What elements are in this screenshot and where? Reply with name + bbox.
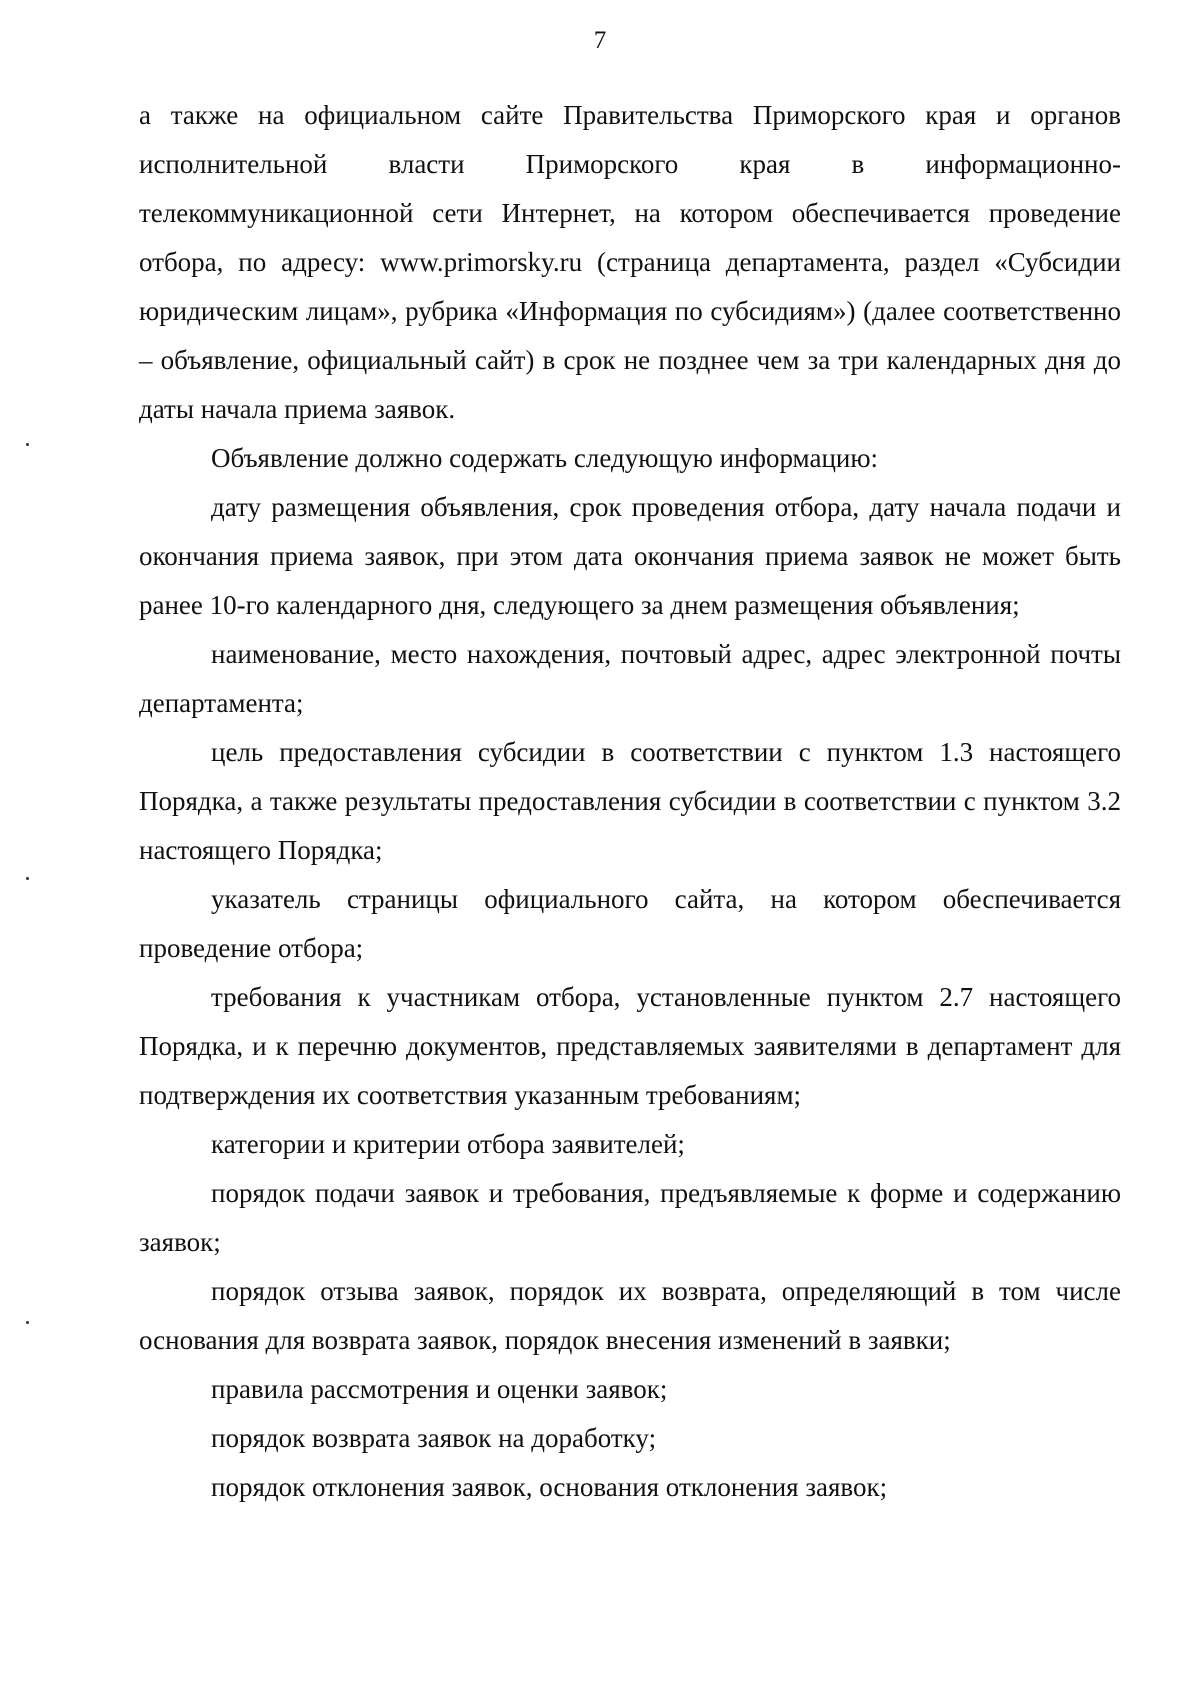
paragraph: а также на официальном сайте Правительства Приморского края и органов исполнительной власти Приморского края в информационно-телекоммуникационной сети Интернет, на котором обеспечивается проведение отбора, по адресу: www.primorsky.ru (страница департамента, раздел «Субсидии юридическим лицам», рубрика «Информация по субсидиям») (далее соответственно – объявление, официальный сайт) в срок не позднее чем за три календарных дня до даты начала приема заявок. [139,100,1121,424]
page-number: 7 [593,27,607,54]
paragraph: категории и критерии отбора заявителей; [211,1129,685,1159]
paragraph: требования к участникам отбора, установленные пунктом 2.7 настоящего Порядка, и к перечню документов, представляемых заявителями в департамент для подтверждения их соответствия указанным требованиям; [139,982,1121,1110]
paragraph: Объявление должно содержать следующую информацию: [211,443,879,473]
margin-mark [26,1321,29,1324]
margin-mark [26,877,29,880]
paragraph: правила рассмотрения и оценки заявок; [211,1374,668,1404]
paragraph: дату размещения объявления, срок проведения отбора, дату начала подачи и окончания приема заявок, при этом дата окончания приема заявок не может быть ранее 10-го календарного дня, следующего за днем размещения объявления; [139,492,1121,620]
paragraph: цель предоставления субсидии в соответствии с пунктом 1.3 настоящего Порядка, а также результаты предоставления субсидии в соответствии с пунктом 3.2 настоящего Порядка; [139,737,1121,865]
paragraph: указатель страницы официального сайта, на котором обеспечивается проведение отбора; [139,884,1121,963]
paragraph: порядок отклонения заявок, основания отклонения заявок; [211,1472,888,1502]
margin-mark [26,443,29,446]
paragraph: порядок возврата заявок на доработку; [211,1423,657,1453]
paragraph: порядок подачи заявок и требования, предъявляемые к форме и содержанию заявок; [139,1178,1121,1257]
document-body [139,91,1121,1512]
paragraph: наименование, место нахождения, почтовый адрес, адрес электронной почты департамента; [139,639,1121,718]
paragraph: порядок отзыва заявок, порядок их возврата, определяющий в том числе основания для возврата заявок, порядок внесения изменений в заявки; [139,1276,1121,1355]
